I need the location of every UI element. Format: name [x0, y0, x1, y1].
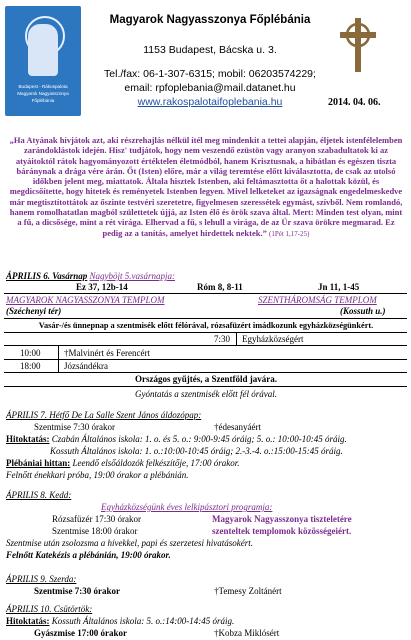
quote-reference: (1Pét 1,17-25) [269, 229, 310, 238]
madonna-figure [28, 24, 58, 76]
reading-3: Jn 11, 1-45 [318, 282, 360, 292]
scripture-quote [8, 135, 404, 239]
catechesis-line: Felnőtt Katekézis a plébánián, 19:00 órakor. [6, 550, 171, 560]
catechism-label: Hitoktatás: [6, 616, 50, 626]
mass-intention: †Malvinért és Ferencért [64, 348, 150, 358]
divider [4, 386, 407, 387]
reading-1: Ez 37, 12b-14 [76, 282, 128, 292]
pastoral-program-title: Egyházközségünk éves lelkipásztori programja: [101, 502, 273, 512]
mass-time: 10:00 [20, 348, 41, 358]
right-church-intention: Egyházközségért [242, 334, 304, 344]
parish-title: Magyarok Nagyasszonya Főplébánia [109, 14, 311, 26]
right-church-time: 7:30 [214, 334, 231, 344]
confession-notice: Gyóntatás a szentmisék előtt fél órával. [135, 389, 277, 399]
divider [4, 345, 407, 346]
table-divider [236, 332, 237, 345]
day-heading: ÁPRILIS 9. Szerda: [6, 574, 77, 584]
divider [4, 372, 407, 373]
parish-catechism-detail: Leendő elsőáldozók felkészítője, 17:00 órakor. [72, 458, 240, 468]
mass-intention: †Temesy Zoltánért [214, 586, 282, 596]
logo-caption-line: Magyarok Nagyasszonya [17, 91, 69, 96]
bulletin-date: 2014. 04. 06. [328, 97, 381, 108]
catechism-detail: Kossuth Általános iskola: 1. o.:10:00-10:45 óráig; 2.-3.-4. o.:15:00-15:45 óráig. [50, 446, 343, 456]
logo-caption-line: Főplébánia [31, 98, 55, 103]
parish-catechism-label: Plébániai hittan: [6, 458, 71, 468]
parish-logo [5, 6, 81, 116]
celtic-cross-icon [336, 16, 380, 74]
reading-2: Róm 8, 8-11 [197, 282, 243, 292]
divider [4, 332, 407, 333]
rosary-line: Rózsafüzér 17:30 órakor [52, 514, 141, 524]
sunday-date: ÁPRILIS 6. Vasárnap [6, 271, 88, 281]
church-right-name: SZENTHÁROMSÁG TEMPLOM [258, 295, 377, 305]
collection-notice: Országos gyűjtés, a Szentföld javára. [135, 374, 277, 384]
divider [4, 359, 407, 360]
mass-intention: †Kobza Miklósért [214, 628, 280, 638]
catechism-detail: Kossuth Általános iskola: 5. o.:14:00-14:45 óráig. [51, 616, 235, 626]
sunday-name: Nagyböjt 5.vasárnapja: [89, 271, 176, 281]
logo-caption-line: Budapest - Rákospalota [18, 84, 68, 89]
mass-line: Szentmise 7:30 órakor [34, 586, 120, 596]
vespers-note: Szentmise után zsolozsma a hívekkel, papi és szerzetesi hivatásokért. [6, 538, 253, 548]
parish-email[interactable]: email: rpfoplebania@mail.datanet.hu [124, 82, 296, 94]
mass-intention: Magyarok Nagyasszonya tiszteletére [212, 514, 352, 524]
day-heading: ÁPRILIS 10. Csütörtök: [6, 604, 93, 614]
parish-catechism-line [6, 458, 240, 469]
parish-phone: Tel./fax: 06-1-307-6315; mobil: 06203574229; [104, 68, 316, 80]
mass-time: 18:00 [20, 361, 41, 371]
parish-website-link[interactable]: www.rakospalotaifoplebania.hu [137, 96, 283, 108]
catechism-line [6, 616, 234, 627]
church-right-location: (Kossuth u.) [340, 306, 386, 316]
divider [4, 318, 407, 319]
divider [4, 293, 407, 294]
mass-intention: Józsándékra [64, 361, 108, 371]
mass-line: Szentmise 7:30 órakor [34, 422, 115, 432]
parish-address: 1153 Budapest, Bácska u. 3. [143, 44, 277, 56]
catechism-label: Hitoktatás: [6, 434, 50, 444]
requiem-mass-line: Gyászmise 17:00 órakor [34, 628, 127, 638]
church-left-location: (Széchenyi tér) [6, 306, 62, 316]
mass-intention: szenteltek templomok közösségeiért. [212, 526, 352, 536]
mass-intention: †édesanyáért [214, 422, 261, 432]
day-heading: ÁPRILIS 8. Kedd: [6, 490, 72, 500]
church-left-name: MAGYAROK NAGYASSZONYA TEMPLOM [6, 295, 165, 305]
choir-rehearsal: Felnőtt énekkari próba, 19:00 órakor a plébánián. [6, 470, 189, 480]
sunday-heading [6, 271, 175, 282]
rosary-notice: Vasár-/és ünnepnap a szentmisék előtt félórával, rózsafüzért imádkozunk egyházközségünkért. [38, 321, 374, 330]
catechism-detail: Czabán Általános iskola: 1. o. és 5. o.: 9:00-9:45 óráig; 5. o.: 10:00-10:45 óráig. [51, 434, 347, 444]
quote-text: „Ha Atyának hívjátok azt, aki részrehajlás nélkül ítél meg mindenkit a tettei alapján, éljetek istenfélelemben zarándoklástok idején. Hisz' tudjátok, hogy nem veszendő ezüstön vagy aranyon szabadultatok ki az atyáitoktól rátok hagyományozott értéktelen életmódból, hanem Krisztusnak, a hibátlan és egészen tiszta báránynak a drága vére árán. Őt (Isten) előre, már a világ teremtése előtt kiválasztotta, de csak az utolsó időkben jelent meg, miattatok. Általa hisztek Istenben, aki feltámasztotta őt a halottak közül, és megdicsőítette, hogy hitetek és reményetek Istenben legyen. Mivel lelketeket az igazságnak engedelmeskedve már megtisztítottátok az őszinte testvéri szeretetre, figyelmesen szeressétek egymást, szívből. Nem romlandó, hanem romolhatatlan magból születtetek újjá, az Isten élő és örök szava által. Mert: Minden test olyan, mint a fű, a dicsősége, mint a rét virága. Elhervad a fű, s lehull a virága, de az Úr szava örökre megmarad. Ez pedig az a tanítás, amelyet hirdettek nektek.” [9, 135, 403, 238]
catechism-line [6, 434, 347, 445]
mass-line: Szentmise 18:00 órakor [52, 526, 138, 536]
day-heading: ÁPRILIS 7. Hétfő De La Salle Szent János áldozópap: [6, 410, 202, 420]
